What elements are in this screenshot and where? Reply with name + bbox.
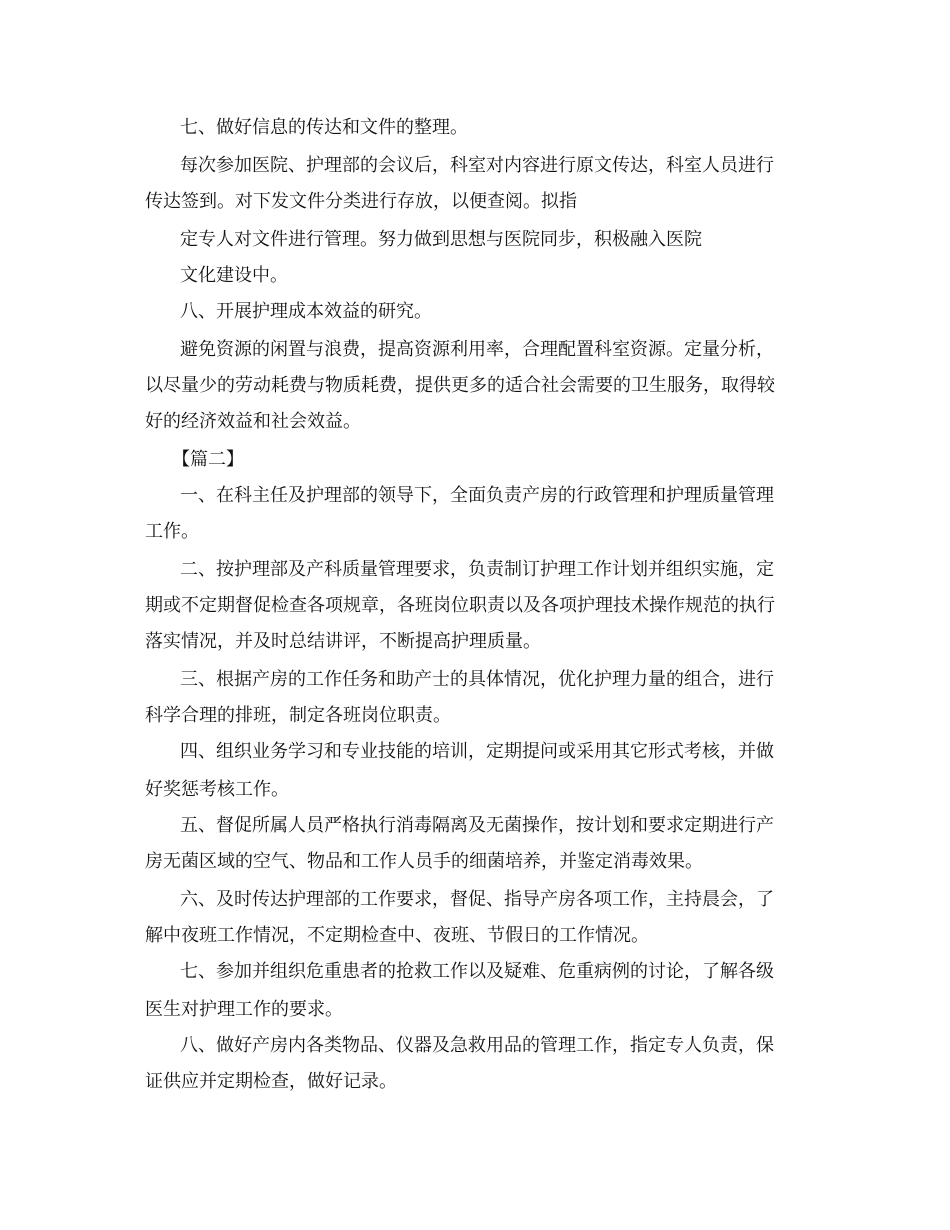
text-line — [0, 808, 950, 844]
line-text: 解中夜班工作情况，不定期检查中、夜班、节假日的工作情况。 — [145, 925, 649, 946]
line-text: 八、开展护理成本效益的研究。 — [180, 301, 432, 322]
text-line — [0, 478, 950, 514]
line-text: 八、做好产房内各类物品、仪器及急救用品的管理工作，指定专人负责，保 — [180, 1035, 774, 1056]
text-line — [0, 844, 950, 880]
text-line — [0, 882, 950, 918]
line-text: 传达签到。对下发文件分类进行存放，以便查阅。拟指 — [145, 191, 577, 212]
text-line — [0, 734, 950, 770]
text-line — [0, 992, 950, 1028]
line-text: 文化建设中。 — [180, 265, 288, 286]
line-text: 好的经济效益和社会效益。 — [145, 411, 361, 432]
text-line — [0, 1064, 950, 1100]
text-line — [0, 662, 950, 698]
text-line — [0, 552, 950, 588]
text-line — [0, 258, 950, 294]
text-line — [0, 918, 950, 954]
text-line — [0, 148, 950, 184]
line-text: 三、根据产房的工作任务和助产士的具体情况，优化护理力量的组合，进行 — [180, 669, 774, 690]
line-text: 二、按护理部及产科质量管理要求，负责制订护理工作计划并组织实施，定 — [180, 559, 774, 580]
line-text: 工作。 — [145, 521, 199, 542]
text-line — [0, 222, 950, 258]
text-line — [0, 514, 950, 550]
text-line — [0, 404, 950, 440]
section-heading: 【篇二】 — [172, 449, 244, 470]
line-text: 房无菌区域的空气、物品和工作人员手的细菌培养，并鉴定消毒效果。 — [145, 851, 703, 872]
text-line — [0, 954, 950, 990]
line-text: 六、及时传达护理部的工作要求，督促、指导产房各项工作，主持晨会，了 — [180, 889, 774, 910]
text-line — [0, 110, 950, 146]
text-line — [0, 1028, 950, 1064]
text-line — [0, 184, 950, 220]
text-line — [0, 442, 950, 478]
line-text: 五、督促所属人员严格执行消毒隔离及无菌操作，按计划和要求定期进行产 — [180, 815, 774, 836]
line-text: 七、参加并组织危重患者的抢救工作以及疑难、危重病例的讨论，了解各级 — [180, 961, 774, 982]
line-text: 定专人对文件进行管理。努力做到思想与医院同步，积极融入医院 — [180, 229, 702, 250]
line-text: 以尽量少的劳动耗费与物质耗费，提供更多的适合社会需要的卫生服务，取得较 — [145, 375, 775, 396]
line-text: 一、在科主任及护理部的领导下，全面负责产房的行政管理和护理质量管理 — [180, 485, 774, 506]
text-line — [0, 368, 950, 404]
line-text: 医生对护理工作的要求。 — [145, 999, 343, 1020]
line-text: 每次参加医院、护理部的会议后，科室对内容进行原文传达，科室人员进行 — [180, 155, 774, 176]
line-text: 证供应并定期检查，做好记录。 — [145, 1071, 397, 1092]
text-line — [0, 332, 950, 368]
text-line — [0, 772, 950, 808]
text-line — [0, 624, 950, 660]
text-line — [0, 294, 950, 330]
line-text: 七、做好信息的传达和文件的整理。 — [180, 117, 468, 138]
line-text: 四、组织业务学习和专业技能的培训，定期提问或采用其它形式考核，并做 — [180, 741, 774, 762]
line-text: 好奖惩考核工作。 — [145, 779, 289, 800]
line-text: 科学合理的排班，制定各班岗位职责。 — [145, 705, 451, 726]
line-text: 避免资源的闲置与浪费，提高资源利用率，合理配置科室资源。定量分析， — [180, 339, 774, 360]
text-line — [0, 698, 950, 734]
line-text: 期或不定期督促检查各项规章，各班岗位职责以及各项护理技术操作规范的执行 — [145, 595, 775, 616]
line-text: 落实情况，并及时总结讲评，不断提高护理质量。 — [145, 631, 541, 652]
text-line — [0, 588, 950, 624]
